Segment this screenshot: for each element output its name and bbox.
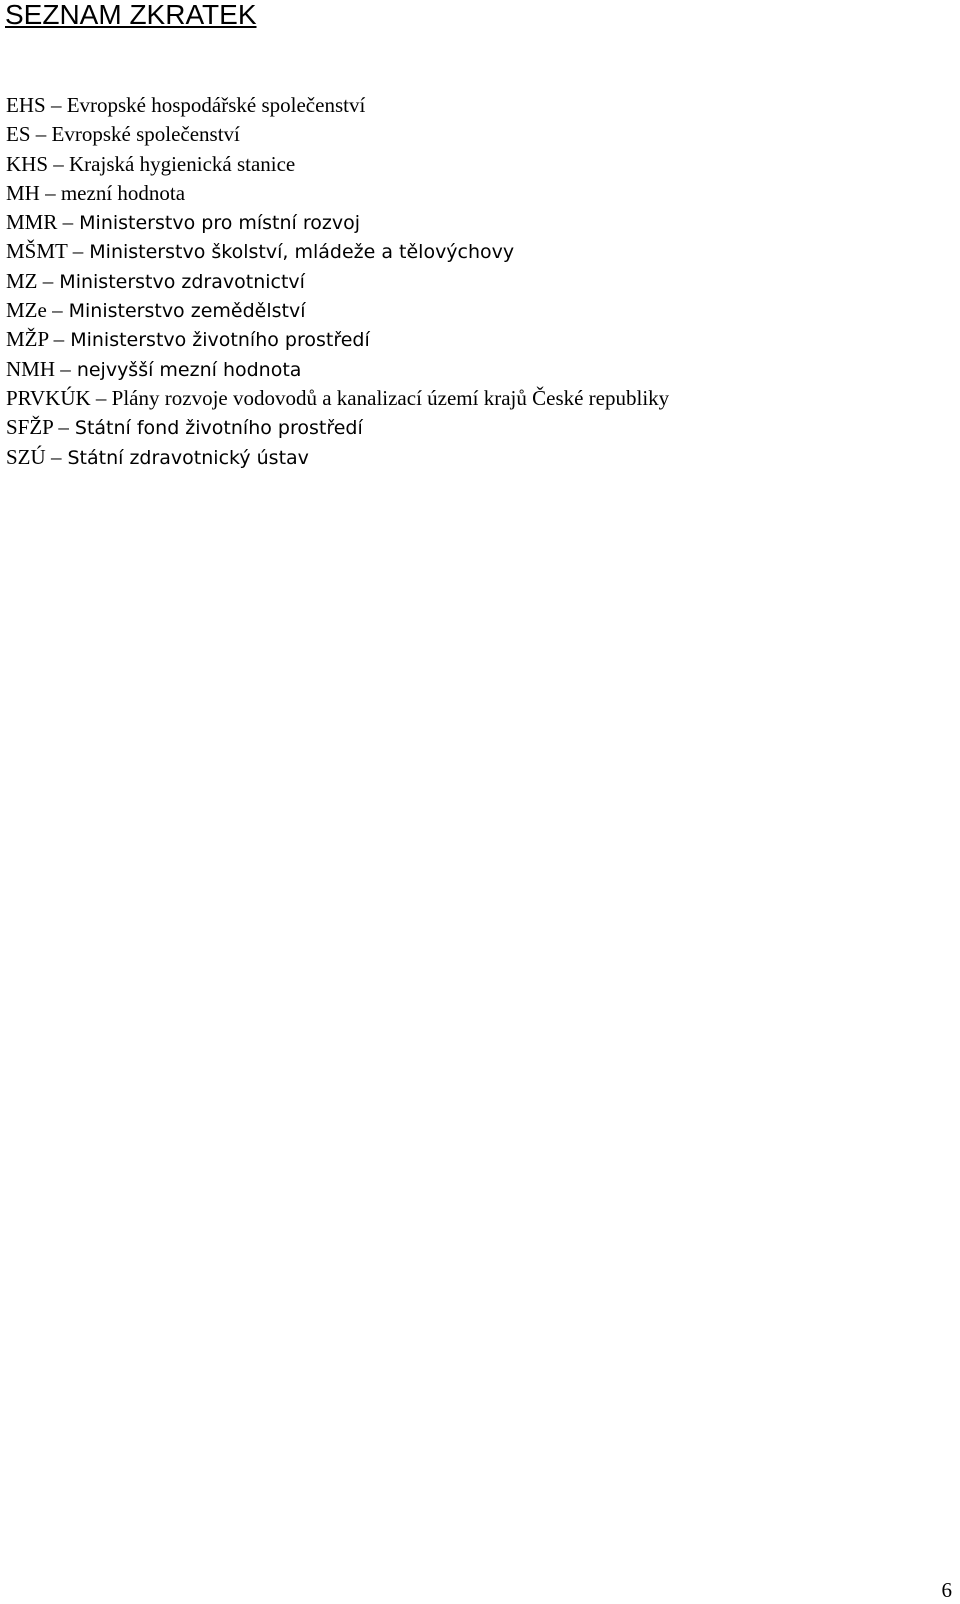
abbreviation-meaning: nejvyšší mezní hodnota [76,358,302,381]
abbreviation: SZÚ [6,444,46,469]
abbreviation-item [6,443,669,472]
abbreviation: MŠMT [6,239,68,264]
separator: – [58,415,69,440]
abbreviation-meaning: Ministerstvo pro místní rozvoj [79,212,361,235]
abbreviation: MZ [6,268,38,293]
abbreviation-meaning: Ministerstvo školství, mládeže a tělovýchovy [89,241,515,264]
separator: – [52,298,63,323]
abbreviation-meaning: Ministerstvo zemědělství [68,300,306,323]
abbreviation-item [6,325,669,354]
abbreviation-meaning: mezní hodnota [60,180,186,205]
abbreviation-meaning: Plány rozvoje vodovodů a kanalizací území krajů České republiky [111,385,670,410]
abbreviation: ES [6,122,31,147]
abbreviation-item [6,91,669,120]
abbreviation: EHS [6,93,46,117]
separator: – [35,122,47,147]
separator: – [53,151,64,176]
separator: – [45,180,56,205]
abbreviation-item [6,413,669,442]
abbreviation-item [6,179,669,208]
abbreviation-item [6,296,669,325]
abbreviation-list [6,91,669,472]
separator: – [50,444,62,469]
abbreviation-item [6,237,669,266]
abbreviation: KHS [6,151,49,176]
abbreviation-meaning: Státní zdravotnický ústav [67,446,309,469]
abbreviation-meaning: Evropské hospodářské společenství [66,93,366,117]
abbreviation-item [6,355,669,384]
abbreviation-item [6,384,669,413]
separator: – [72,239,84,264]
abbreviation: MH [6,180,40,205]
abbreviation-item [6,120,669,149]
separator: – [62,210,74,235]
abbreviation: SFŽP [6,415,54,440]
abbreviation-meaning: Státní fond životního prostředí [74,417,363,440]
abbreviation: PRVKÚK [6,385,91,410]
page-title: SEZNAM ZKRATEK [5,0,257,30]
abbreviation-item [6,267,669,296]
abbreviation-item [6,150,669,179]
separator: – [60,356,71,381]
page-number: 6 [941,1578,952,1602]
separator: – [42,268,54,293]
abbreviation: MZe [6,298,47,323]
abbreviation-meaning: Ministerstvo zdravotnictví [59,270,305,293]
abbreviation: MŽP [6,327,49,352]
abbreviation: NMH [6,356,56,381]
abbreviation-meaning: Ministerstvo životního prostředí [70,329,370,352]
separator: – [95,385,107,410]
separator: – [53,327,65,352]
abbreviation: MMR [6,210,58,235]
abbreviation-item [6,208,669,237]
abbreviation-meaning: Krajská hygienická stanice [69,151,296,176]
abbreviation-meaning: Evropské společenství [51,122,240,147]
separator: – [50,93,62,117]
